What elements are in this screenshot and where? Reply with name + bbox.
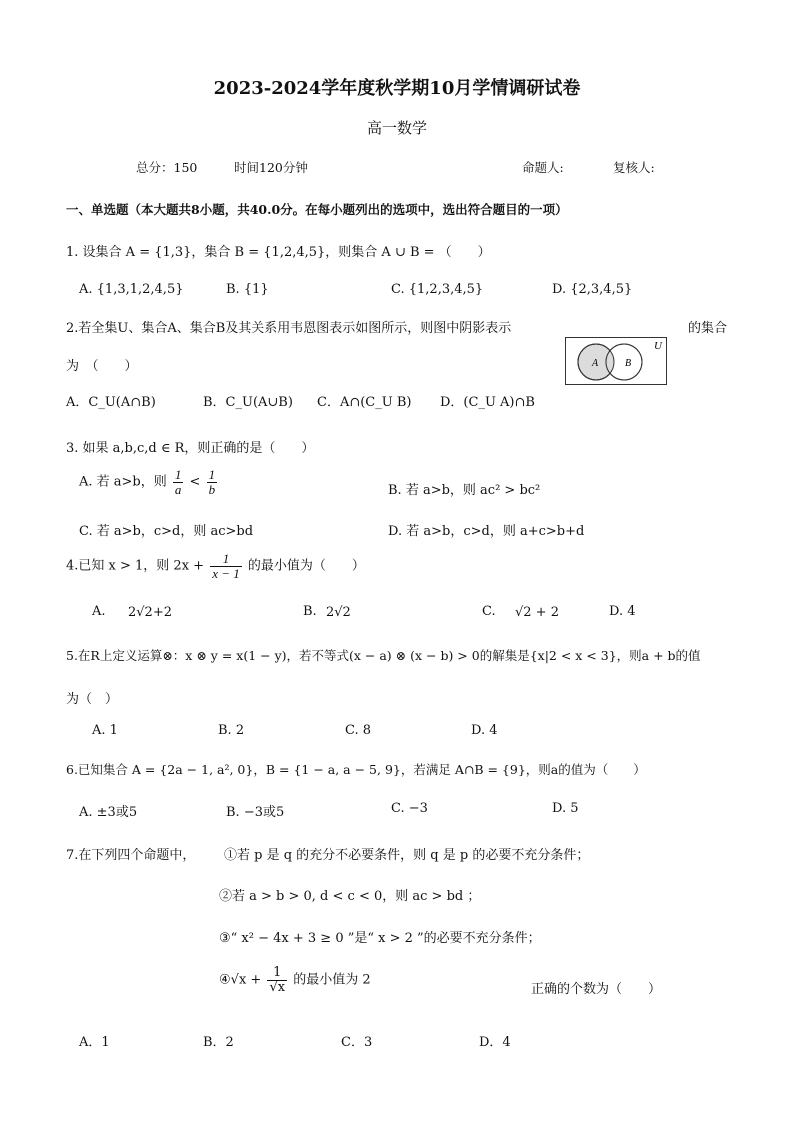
exam-title: 2023-2024学年度秋学期10月学情调研试卷 — [213, 78, 581, 99]
q4-option-d: D. 4 — [609, 604, 636, 619]
q4-option-a-label: A. — [92, 604, 106, 619]
q4-option-b-label: B. — [303, 604, 317, 619]
q7-option-d: D．4 — [479, 1035, 511, 1050]
q5-option-a: A. 1 — [92, 723, 118, 738]
q7-option-c: C．3 — [341, 1035, 373, 1050]
q5-stem-end: 为（ ） — [66, 692, 119, 707]
q3-fraction-1 — [173, 468, 184, 496]
q1-option-c: C. {1,2,3,4,5} — [391, 282, 484, 297]
q6-option-c: C. −3 — [391, 801, 428, 816]
exam-time: 时间120分钟 — [234, 160, 308, 175]
q7-fraction — [267, 966, 287, 994]
q3-option-a-prefix: A. 若 a>b，则 — [79, 474, 167, 490]
q7-p4-suffix: 的最小值为 2 — [293, 972, 371, 988]
q2-option-c: C．A∩(C_U B) — [317, 395, 412, 410]
q2-option-b: B．C_U(A∪B) — [203, 395, 293, 410]
q4-option-a-value: 2√2+2 — [128, 605, 172, 620]
q3-option-d: D. 若 a>b，c>d，则 a+c>b+d — [388, 524, 585, 539]
q3-frac2-den: b — [208, 481, 216, 497]
q1-option-a: A. {1,3,1,2,4,5} — [79, 282, 184, 297]
q3-fraction-2 — [207, 468, 218, 496]
q7-option-b: B．2 — [203, 1035, 234, 1050]
venn-label-a: A — [592, 358, 599, 369]
q2-stem-tail: 的集合 — [688, 321, 728, 336]
q2-stem-end: 为 （ ） — [66, 359, 138, 374]
author-label: 命题人: — [522, 160, 564, 175]
q2-option-d: D．(C_U A)∩B — [440, 395, 535, 410]
venn-label-b: B — [625, 358, 632, 369]
q5-option-c: C. 8 — [345, 723, 372, 738]
q6-option-b: B. −3或5 — [226, 805, 285, 820]
q4-stem-prefix: 4.已知 x > 1，则 2x + — [66, 558, 205, 574]
q7-frac-den: √x — [269, 979, 286, 995]
total-score: 总分：150 — [136, 160, 198, 175]
q1-option-b: B. {1} — [226, 282, 269, 297]
q3-option-c: C. 若 a>b，c>d，则 ac>bd — [79, 524, 254, 539]
exam-subject: 高一数学 — [366, 119, 427, 137]
q7-proposition-2: ②若 a > b > 0, d < c < 0，则 ac > bd ； — [219, 889, 481, 904]
q4-fraction — [210, 552, 242, 580]
q4-frac-num: 1 — [210, 552, 242, 567]
venn-diagram — [565, 337, 667, 385]
venn-svg — [566, 338, 666, 384]
q7-option-a: A．1 — [79, 1035, 110, 1050]
q3-frac1-num: 1 — [174, 467, 182, 482]
q4-option-b-value: 2√2 — [326, 605, 351, 620]
venn-label-u: U — [654, 340, 662, 352]
q7-proposition-3: ③“ x² − 4x + 3 ≥ 0 ”是“ x > 2 ”的必要不充分条件； — [219, 931, 541, 946]
q4-stem — [66, 552, 365, 580]
q4-option-c-value: √2 + 2 — [515, 605, 559, 620]
q6-option-d: D. 5 — [552, 801, 579, 816]
q3-option-a — [79, 468, 219, 496]
q3-less-than: < — [189, 474, 201, 490]
q1-option-d: D. {2,3,4,5} — [552, 282, 633, 297]
q5-stem: 5.在R上定义运算⊗：x ⊗ y = x(1 − y)，若不等式(x − a) ⊗ (x − b) > 0的解集是{x|2 < x < 3}，则a + b的值 — [66, 648, 701, 663]
q3-frac2-num: 1 — [208, 467, 216, 482]
q4-option-c-label: C. — [482, 604, 496, 619]
q2-stem: 2.若全集U、集合A、集合B及其关系用韦恩图表示如图所示，则图中阴影表示 — [66, 321, 512, 336]
q2-option-a: A．C_U(A∩B) — [66, 395, 156, 410]
q4-frac-den: x − 1 — [212, 565, 240, 581]
q5-option-d: D. 4 — [471, 723, 498, 738]
q3-frac1-den: a — [174, 481, 182, 497]
q7-p4-prefix: ④√x + — [219, 972, 262, 988]
q7-proposition-1: ①若 p 是 q 的充分不必要条件，则 q 是 p 的必要不充分条件； — [224, 848, 590, 863]
q4-stem-suffix: 的最小值为（ ） — [247, 558, 365, 574]
reviewer-label: 复核人: — [613, 160, 655, 175]
q7-question: 正确的个数为（ ） — [531, 982, 662, 997]
q7-frac-num: 1 — [267, 966, 287, 981]
q5-option-b: B. 2 — [218, 723, 245, 738]
section-heading: 一、单选题（本大题共8小题，共40.0分。在每小题列出的选项中，选出符合题目的一项） — [66, 202, 568, 217]
q7-stem: 7.在下列四个命题中， — [66, 848, 196, 863]
q3-stem: 3. 如果 a,b,c,d ∈ R，则正确的是（ ） — [66, 441, 315, 456]
q6-option-a: A. ±3或5 — [79, 805, 138, 820]
q1-stem: 1. 设集合 A = {1,3}，集合 B = {1,2,4,5}，则集合 A ∪ B = （ ） — [66, 245, 491, 260]
q7-proposition-4 — [219, 966, 371, 994]
q6-stem: 6.已知集合 A = {2a − 1, a², 0}，B = {1 − a, a − 5, 9}，若满足 A∩B = {9}，则a的值为（ ） — [66, 762, 646, 777]
q3-option-b: B. 若 a>b，则 ac² > bc² — [388, 483, 541, 498]
